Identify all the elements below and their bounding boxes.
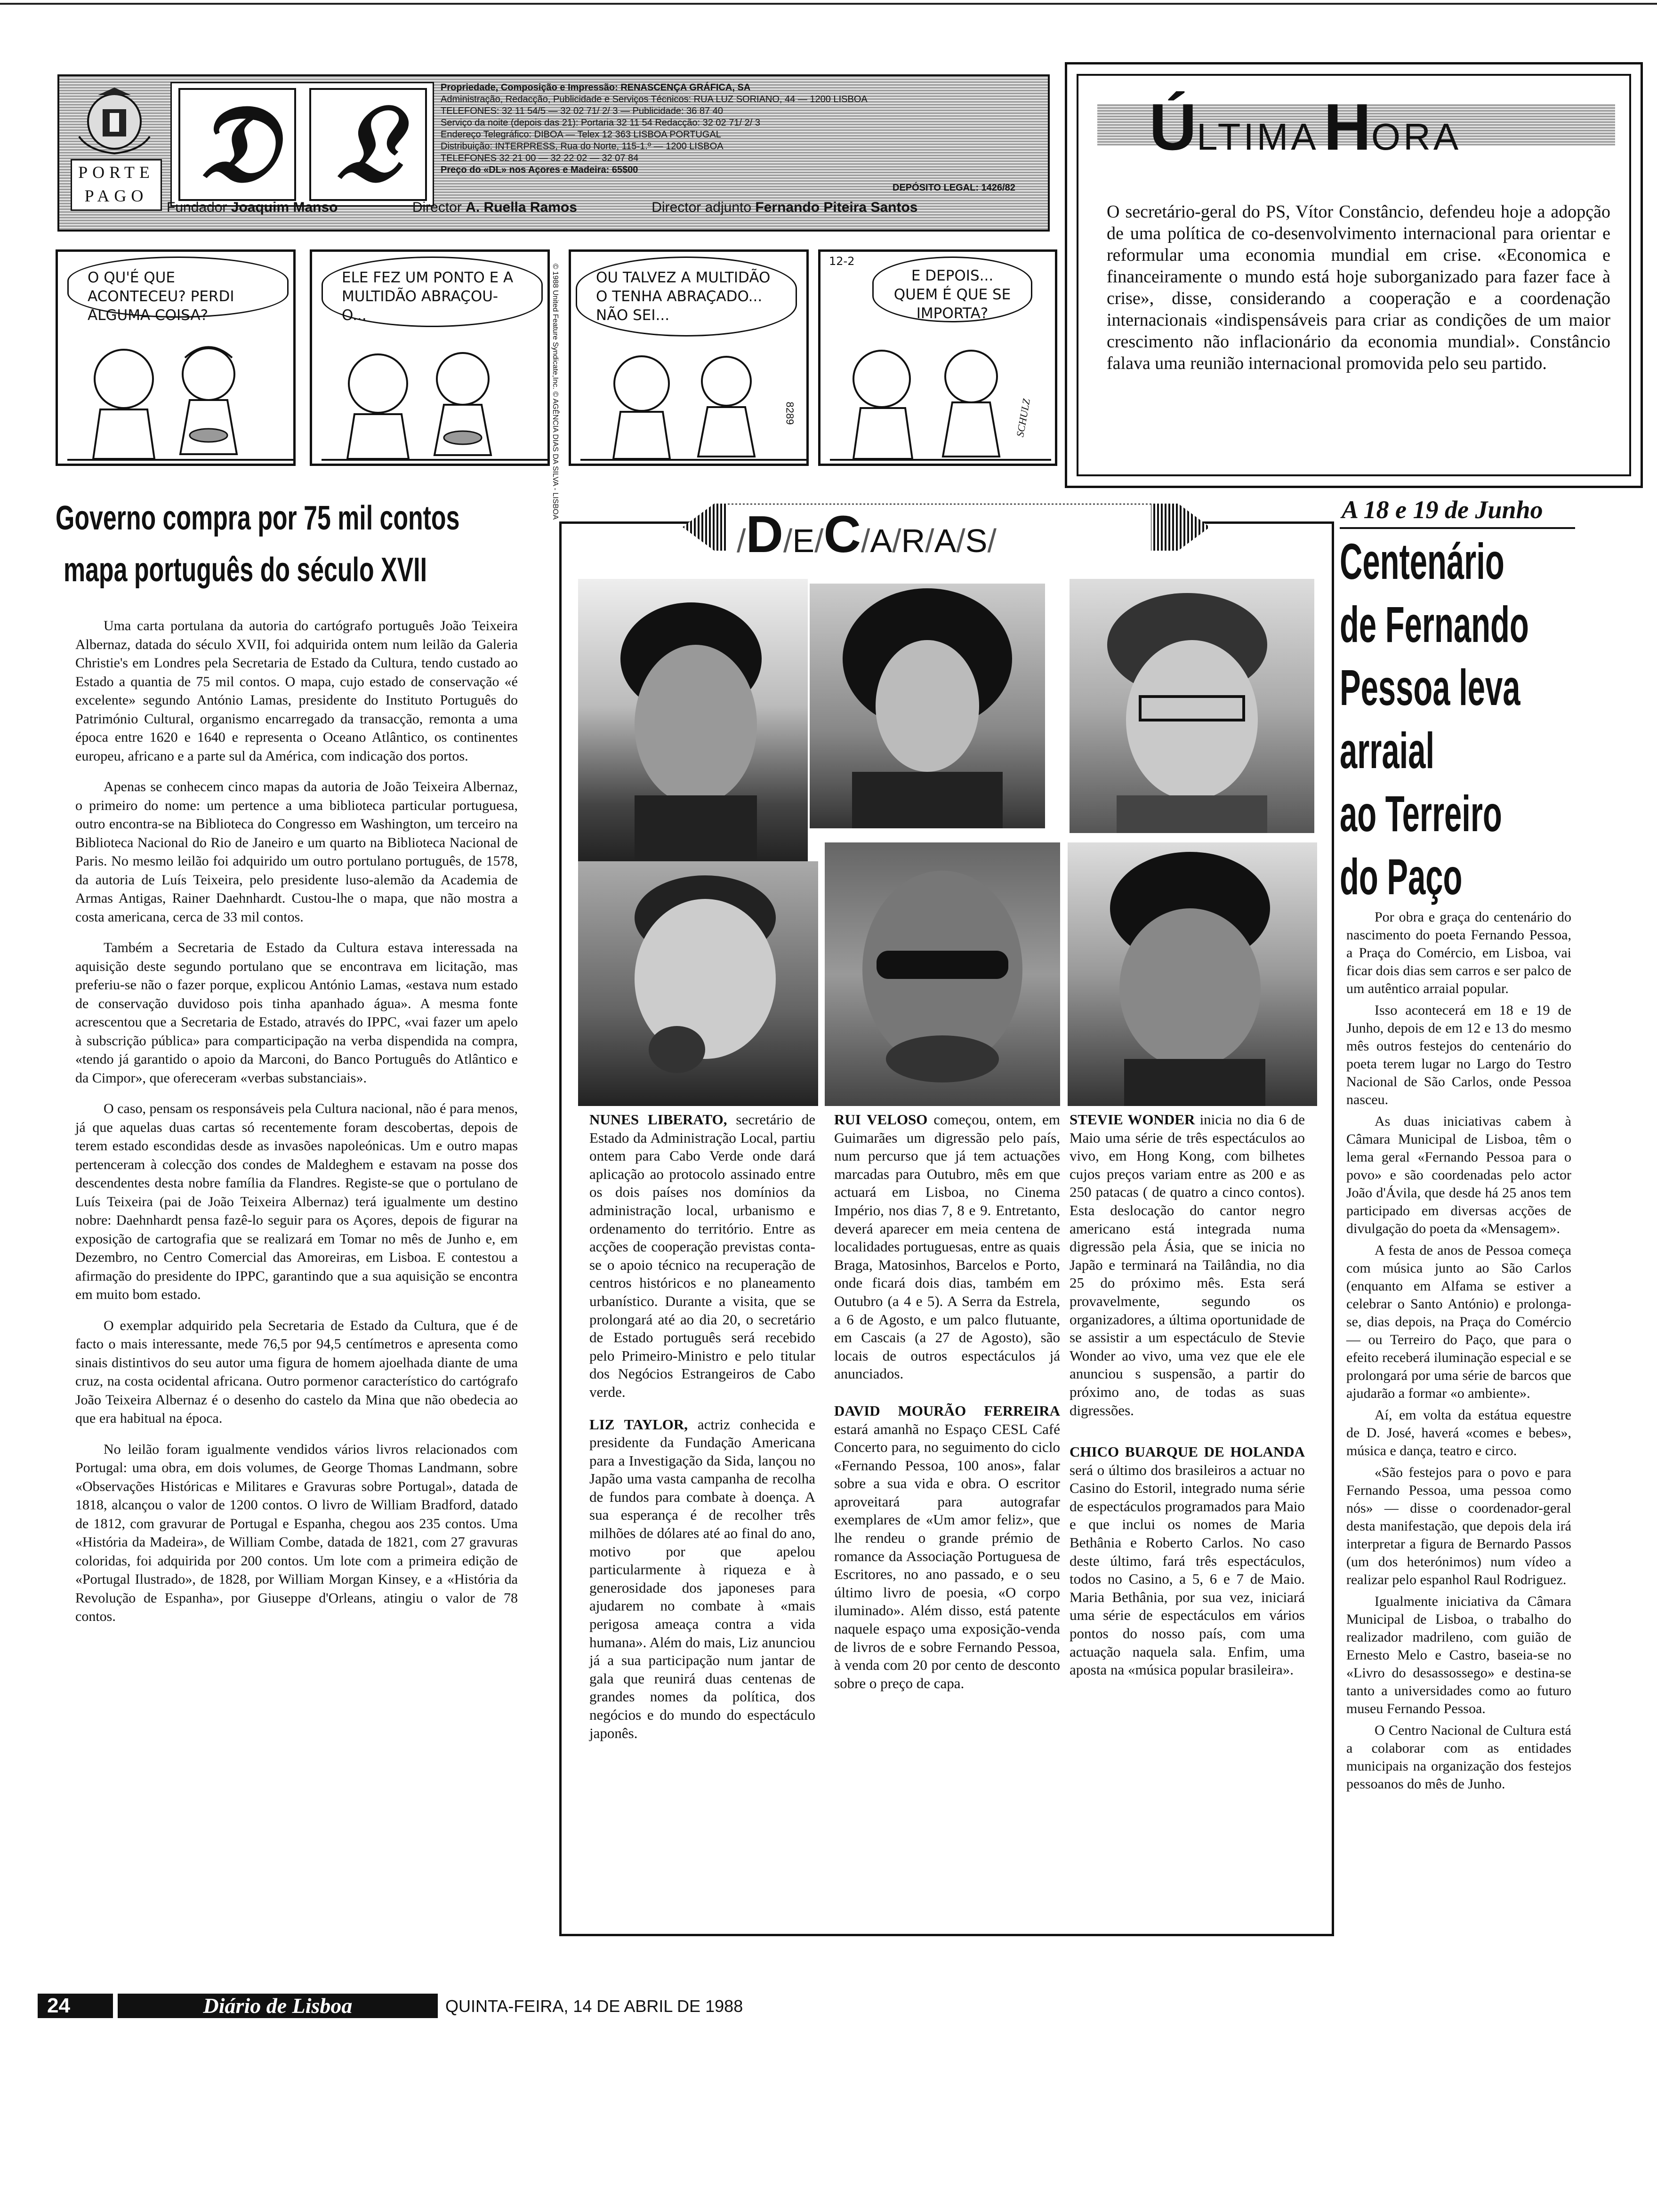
article-paragraph: Uma carta portulana da autoria do cartógrafo português João Teixeira Albernaz, datada do século XVII, foi adquirida ontem num leilão da Galeria Christie's em Londres pela Secretaria de Estado da Cultura, tendo custado ao Estado a quantia de 75 mil contos. O mapa, cujo estado de conservação «é excelente» segundo António Lamas, presidente do Instituto Português do Património Cultural, organismo encarregado da transacção, remonta a uma época entre 1620 e 1640 e representa o Oceano Atlântico, os continentes europeu, africano e a parte sul da América, com indicação dos portos. — [75, 618, 518, 764]
porte-label: PORTE — [78, 163, 154, 182]
brief-name: DAVID MOURÃO FERREIRA — [834, 1402, 1060, 1419]
title-e: E — [792, 522, 815, 559]
brief-item — [589, 1111, 815, 1402]
info-line: Preço do «DL» nos Açores e Madeira: 65$00 — [441, 165, 638, 175]
article-paragraph: A festa de anos de Pessoa começa com música junto ao São Carlos (enquanto em Alfama se estiver a celebrar o Santo António) e prolonga-se, dias depois, na Praça do Comércio — ou Terreiro do Paço, que para o efeito receberá iluminação especial e se prolongará por uma série de barcos que ajudarão a formar «o ambiente». — [1346, 1242, 1571, 1401]
headline-line: Centenário — [1340, 533, 1504, 590]
brief-name: CHICO BUARQUE DE HOLANDA — [1070, 1443, 1305, 1460]
footer — [38, 1994, 1638, 2022]
masthead — [57, 74, 1050, 232]
article-paragraph: Apenas se conhecem cinco mapas da autoria de João Teixeira Albernaz, o primeiro do nome: um pertence a uma biblioteca particular portuguesa, outro encontra-se na Biblioteca do Congresso em Washington, um terceiro na Biblioteca Nacional do Rio de Janeiro e um quarto na Biblioteca Nacional de Paris. No mesmo leilão foi adquirido um outro portulano português, de 1578, da autoria de Luís Teixeira, pelo presidente luso-alemão da Academia de Armas Antigas, Rainer Daehnhardt. Custou-lhe o mapa, que não mostra a costa americana, cerca de 33 mil contos. — [75, 779, 518, 925]
article-paragraph: Isso acontecerá em 18 e 19 de Junho, depois de em 12 e 13 do mesmo mês outros festejos do centenário do poeta terem lugar no Largo do Testro Nacional de São Carlos, onde Pessoa nasceu. — [1346, 1002, 1571, 1107]
title-u: Ú — [1149, 90, 1197, 164]
ultima-hora-inner — [1077, 74, 1631, 476]
info-line: TELEFONES 32 21 00 — 32 22 02 — 32 07 84 — [441, 153, 639, 163]
headline-line: de Fernando — [1340, 596, 1529, 653]
portrait-icon — [825, 842, 1060, 1106]
photo-nunes-liberato — [578, 861, 818, 1106]
adjunto-label: Director adjunto — [652, 200, 752, 215]
portrait-icon — [578, 579, 808, 861]
article-paragraph: Aí, em volta da estátua equestre de D. José, haverá «comes e bebes», música e dança, teatro e circo. — [1346, 1407, 1571, 1459]
coat-of-arms — [70, 85, 159, 155]
comic-credit: © 1988 United Feature Syndicate,Inc. © AGÊNCIA DIAS DA SILVA - LISBOA — [551, 264, 559, 520]
speech-bubble: O QU'É QUE ACONTECEU? PERDI ALGUMA COISA? — [67, 256, 289, 318]
info-line: Serviço da noite (depois das 21): Portaria 32 11 54 Redacção: 32 02 71/ 2/ 3 — [441, 118, 760, 128]
decaras-column-2 — [834, 1111, 1060, 1705]
info-line: Propriedade, Composição e Impressão: RENASCENÇA GRÁFICA, SA — [441, 82, 751, 93]
portrait-icon — [810, 584, 1045, 828]
portrait-icon — [1068, 842, 1317, 1106]
info-line: Administração, Redacção, Publicidade e Serviços Técnicos: RUA LUZ SORIANO, 44 — 1200 LISBOA — [441, 94, 868, 104]
photo-nunes-liberato-top — [578, 579, 808, 861]
article-paragraph: Por obra e graça do centenário do nascimento do poeta Fernando Pessoa, a Praça do Comércio, em Lisboa, vai ficar dois dias sem carros e ser palco de um autêntico arraial popular. — [1346, 909, 1571, 996]
left-article-headline-1: Governo compra por 75 mil contos — [56, 499, 460, 537]
headline-line: arraial — [1340, 722, 1435, 779]
adjunto-name: Fernando Piteira Santos — [755, 200, 918, 215]
comic-panel-4 — [818, 249, 1057, 466]
speech-bubble: E DEPOIS... QUEM É QUE SE IMPORTA? — [872, 256, 1032, 322]
portrait-icon — [578, 861, 818, 1106]
article-paragraph: O caso, pensam os responsáveis pela Cultura nacional, não é para menos, já que aquelas duas cartas só recentemente foram descobertas, depois de terem estado escondidas desde as invasões napoleónicas. Um e outro mapas pertenceram à colecção dos condes de Maldeghem e estavam na posse dos descendentes desta nobre família da Flandres. Registe-se que o portulano de Luís Teixeira (pai de João Teixeira Albernaz) terá igualmente um destino nobre: Daehnhardt pensa fazê-lo seguir para os Açores, depois de figurar na exposição de cartografia que se realizará em Tomar no mês de Junho e, em Dezembro, no Centro Comercial das Amoreiras, em Lisboa. E contestou a afirmação do presidente do IPPC, garantindo que a sua aquisição se encontra em muito bom estado. — [75, 1101, 518, 1302]
title-ltima: LTIMA — [1197, 116, 1319, 158]
charlie-brown-and-sally-icon — [67, 322, 293, 464]
porte-pago-stamp — [71, 159, 162, 211]
brief-item — [589, 1416, 815, 1743]
brief-text: estará amanhã no Espaço CESL Café Concerto para, no seguimento do ciclo «Fernando Pessoa, 100 anos», falar sobre a sua vida e obra. O escritor aproveitará para autografar exemplares de «Um amor feliz», que lhe rendeu o grande prémio de romance da Associação Portuguesa de Escritores, no ano passado, e o seu último livro de poesia, «O corpo iluminado». Além disso, está patente naquele espaço uma exposição-venda de livros de e sobre Fernando Pessoa, à venda com 20 por cento de desconto sobre o preço de capa. — [834, 1420, 1060, 1691]
info-line: Distribuição: INTERPRESS, Rua do Norte, 115-1.º — 1200 LISBOA — [441, 141, 724, 152]
director-label: Director — [412, 200, 462, 215]
portrait-icon — [1070, 579, 1314, 833]
logo-box — [170, 82, 434, 207]
brief-text: secretário de Estado da Administração Local, partiu ontem para Cabo Verde onde dará aplicação ao protocolo assinado entre os dois países nos domínios da administração local, urbanismo e ordenamento do território. Entre as acções de cooperação previstas conta-se o apoio técnico na recuperação de centros históricos e no planeamento urbanístico. Durante a visita, que se prolongará até ao dia 20, o secretário de Estado português será recebido pelo Primeiro-Ministro e pelo titular dos Negócios Estrangeiros de Cabo verde. — [589, 1111, 815, 1400]
brief-text: inicia no dia 6 de Maio uma série de três espectáculos ao vivo, em Hong Kong, com bilhetes cujos preços variam entre as 200 e as 250 patacas ( de quatro a cinco contos). Esta deslocação do cantor negro americano está integrada numa digressão pela Ásia, que se inicia no Japão e terminará na Tailândia, no dia 25 do próximo mês. Esta será provavelmente, segundo os organizadores, a última oportunidade de se assistir a um espectáculo de Stevie Wonder ao vivo, uma vez que ele ele anunciou s suspensão, a partir do próximo ano, de todas as suas digressões. — [1070, 1111, 1305, 1419]
left-article-body — [75, 617, 518, 1638]
article-paragraph: O exemplar adquirido pela Secretaria de Estado da Cultura, que é de facto o mais interessante, mede 76,5 por 94,5 centímetros e apresenta como sinais distintivos do seu autor uma figura de homem ajoelhada diante de uma cruz, na costa ocidental africana. Outro pormenor característico do cartógrafo João Teixeira Albernaz é o desenho do castelo da Mina que não obedecia ao que era habitual na época. — [75, 1317, 518, 1426]
decaras-column-3 — [1070, 1111, 1305, 1691]
comic-code: 8289 — [784, 401, 796, 425]
issue-date: QUINTA-FEIRA, 14 DE ABRIL DE 1988 — [445, 1996, 743, 2016]
right-article-headline — [1340, 532, 1529, 910]
director-name: A. Ruella Ramos — [466, 200, 577, 215]
decaras-title: /D/E/C/A/R/A/S/ — [727, 505, 1151, 561]
decaras-column-1 — [589, 1111, 815, 1755]
photo-stevie-wonder — [825, 842, 1060, 1106]
fundador-name: Joaquim Manso — [231, 200, 338, 215]
photo-chico-buarque — [1070, 579, 1314, 833]
ultima-hora-title — [1149, 89, 1461, 165]
logo-letter-l: 𝔏 — [309, 88, 427, 201]
brief-item — [1070, 1443, 1305, 1679]
title-s: S — [965, 522, 988, 559]
page-number: 24 — [38, 1994, 113, 2018]
pago-label: PAGO — [84, 186, 148, 205]
title-ora: ORA — [1371, 116, 1462, 158]
deposito-legal: DEPÓSITO LEGAL: 1426/82 — [893, 183, 1015, 193]
top-rule — [0, 3, 1657, 5]
brief-item — [1070, 1111, 1305, 1419]
title-a1: A — [870, 522, 893, 559]
brief-text: começou, ontem, em Guimarães um digressão pelo país, num percurso que já tem actuações marcadas para Outubro, mês em que actuará em Lisboa, no Cinema Império, nos dias 7, 8 e 9. Entretanto, deverá aparecer em meia centena de localidades portuguesas, entre as quais Braga, Matosinhos, Barcelos e Porto, onde ficará dois dias, também em Outubro (a 4 e 5). A Serra da Estrela, a 6 de Agosto, e um palco flutuante, em Cascais (a 27 de Agosto), são locais de outros espectáculos já anunciados. — [834, 1111, 1060, 1382]
brief-name: NUNES LIBERATO, — [589, 1111, 727, 1128]
title-c: C — [823, 505, 861, 563]
article-paragraph: «São festejos para o povo e para Fernando Pessoa, uma pessoa como nós» — disse o coordenador-geral desta manifestação, que depois dela irá interpretar a figura de Bernardo Passos (um dos heterónimos) num vídeo a realizar pelo espanhol Raul Rodriguez. — [1346, 1465, 1571, 1587]
article-paragraph: Também a Secretaria de Estado da Cultura estava interessada na aquisição deste segundo portulano que se encontrava em licitação, mas preferiu-se não o fazer porque, explicou António Lamas, «estava num estado de conservação duvidoso pois tinha apanhado água». A mesma fonte acrescentou que a Secretaria de Estado, através do IPPC, «vai fazer um apelo à subscrição pública» para comparticipação na verba dispendida na compra, «tendo já garantido o apoio da Marconi, do Banco Português do Atlântico e da Cimpor», que ofereceram «verbas substanciais». — [75, 940, 518, 1086]
title-a2: A — [934, 522, 957, 559]
brief-item — [834, 1402, 1060, 1693]
right-article-body — [1346, 908, 1571, 1797]
kicker-rule — [1340, 527, 1575, 529]
title-d: D — [746, 505, 783, 563]
comic-panel-3 — [569, 249, 809, 466]
speech-bubble: OU TALVEZ A MULTIDÃO O TENHA ABRAÇADO... NÃO SEI... — [576, 256, 797, 337]
photo-liz-taylor — [810, 584, 1045, 828]
speech-bubble: ELE FEZ UM PONTO E A MULTIDÃO ABRAÇOU-O... — [322, 256, 543, 327]
brief-text: será o último dos brasileiros a actuar no Casino do Estoril, integrado numa série de espectáculos programados para Maio e que inclui os nomes de Maria Bethânia e Roberto Carlos. No caso deste último, fará três espectáculos, todos no Casino, a 5, 6 e 7 de Maio. Maria Bethânia, por sua vez, iniciará uma série de espectáculos em vários pontos do nosso país, com uma actuação naquela sala. Enfim, uma aposta na «música popular brasileira». — [1070, 1461, 1305, 1678]
brief-name: RUI VELOSO — [834, 1111, 928, 1128]
coat-of-arms-icon — [70, 85, 159, 155]
comic-signature: SCHULZ — [1014, 398, 1032, 438]
comic-panel-2 — [310, 249, 550, 466]
comic-panel-1 — [56, 249, 296, 466]
article-paragraph: No leilão foram igualmente vendidos vários livros relacionados com Portugal: uma obra, em dois volumes, de George Thomas Landmann, sobre «Observações Históricas e Militares e Gravuras sobre Portugal», datada de 1818, alcançou o valor de 1200 contos. O livro de William Bradford, datado de 1812, com gravurar de Portugal e Espanha, chegou aos 235 contos. Uma «História da Madeira», de William Combe, datada de 1821, com 27 gravuras coloridas, foi adquirida por 200 contos. Um lote com a primeira edição de «Portugal Ilustrado», de 1828, por William Morgan Kinsey, e a «História da Revolução de Espanha», por Giuseppe d'Orleans, atingiu o valor de 78 contos. — [75, 1441, 518, 1624]
headline-line: do Paço — [1340, 848, 1463, 905]
brief-item — [834, 1111, 1060, 1383]
article-paragraph: Igualmente iniciativa da Câmara Municipal de Lisboa, o trabalho do realizador madrileno, com guião de Ernesto Melo e Castro, baseia-se no «Livro do desassossego» e destina-se tanto a universidades como ao futuro museu Fernando Pessoa. — [1346, 1594, 1571, 1716]
left-article-headline-2: mapa português do século XVII — [64, 551, 427, 589]
logo-letter-d: 𝔇 — [178, 88, 296, 201]
paper-name: Diário de Lisboa — [118, 1994, 438, 2018]
article-paragraph: As duas iniciativas cabem à Câmara Municipal de Lisboa, têm o lema geral «Fernando Pessoa para o povo» e são coordenadas pelo actor João d'Ávila, que desde há 25 anos tem participado em diversas acções de divulgação do poeta da «Mensagem». — [1346, 1114, 1571, 1236]
brief-name: LIZ TAYLOR, — [589, 1416, 688, 1433]
title-h: H — [1323, 90, 1371, 164]
brief-name: STEVIE WONDER — [1070, 1111, 1195, 1128]
right-article-kicker: A 18 e 19 de Junho — [1342, 496, 1543, 524]
ultima-hora-box — [1065, 62, 1643, 488]
title-r: R — [901, 522, 925, 559]
fundador-label: Fundador — [167, 200, 227, 215]
ultima-hora-text: O secretário-geral do PS, Vítor Constâncio, defendeu hoje a adopção de uma política de co-desenvolvimento internacional para orientar e reformular uma economia mundial em crise. «Economica e financeiramente o mundo está hoje suborganizado para fazer face à crise», disse, considerando a cooperação e a coordenação internacionais «indispensáveis para criar as condições de um maior crescimento não inflacionário da economia mundial». Constâncio falava uma reunião internacional promovida pelo seu partido. — [1107, 202, 1610, 373]
brief-text: actriz conhecida e presidente da Fundação Americana para a Investigação da Sida, lançou no Japão uma vasta campanha de recolha de fundos para combate à doença. A sua esperança é de recolher três milhões de dólares até ao final do ano, motivo por que apelou particularmente à riqueza e à generosidade dos japoneses para ajudarem no combate à «mais perigosa ameaça contra a vida humana». Além do mais, Liz anunciou já a sua participação num jantar de gala que reunirá duas centenas de grandes nomes da política, dos negócios e do mundo do espectáculo japonês. — [589, 1416, 815, 1741]
info-line: TELEFONES: 32 11 54/5 — 32 02 71/ 2/ 3 — Publicidade: 36 87 40 — [441, 106, 723, 116]
comic-date: 12-2 — [829, 255, 855, 268]
charlie-brown-and-sally-icon — [322, 332, 547, 464]
staff-line — [167, 200, 1047, 216]
charlie-brown-and-sally-icon — [830, 327, 1051, 464]
article-paragraph: O Centro Nacional de Cultura está a colaborar com as entidades municipais na organização dos festejos pessoanos do mês de Junho. — [1346, 1723, 1571, 1792]
headline-line: Pessoa leva — [1340, 659, 1520, 716]
info-line: Endereço Telegráfico: DIBOA — Telex 12 363 LISBOA PORTUGAL — [441, 129, 721, 140]
masthead-info — [441, 82, 1043, 176]
photo-rui-veloso — [1068, 842, 1317, 1106]
charlie-brown-and-sally-icon — [580, 337, 806, 464]
headline-line: ao Terreiro — [1340, 785, 1502, 842]
